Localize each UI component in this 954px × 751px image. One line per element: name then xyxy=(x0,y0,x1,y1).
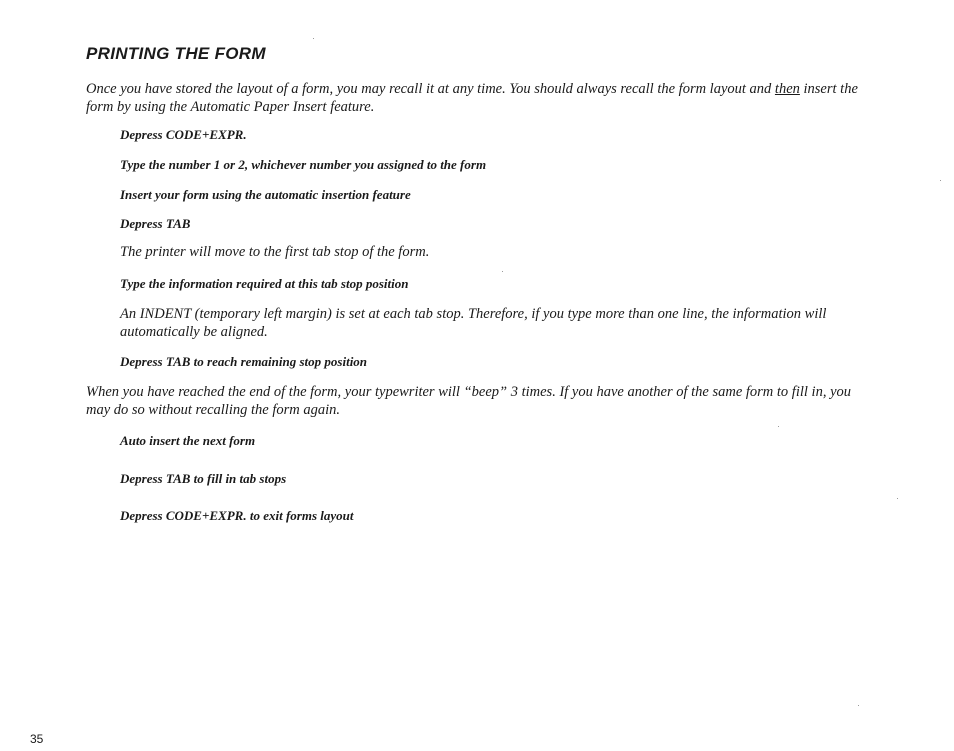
step-depress-tab-fill: Depress TAB to fill in tab stops xyxy=(120,471,287,486)
intro-underlined-word: then xyxy=(774,81,800,97)
step-depress-code-expr: Depress CODE+EXPR. xyxy=(120,127,247,142)
scan-speck xyxy=(940,180,941,181)
end-of-form-paragraph: When you have reached the end of the form, your typewriter will “beep” 3 times. If you have another of the same form to fill in, you may do so without recalling the form again. xyxy=(86,384,852,418)
scan-speck xyxy=(502,271,503,272)
scan-speck xyxy=(858,705,859,706)
scan-speck xyxy=(778,426,779,427)
step-auto-insert-next: Auto insert the next form xyxy=(120,433,256,448)
note-printer-move: The printer will move to the first tab stop of the form. xyxy=(120,244,430,260)
step-exit-forms-layout: Depress CODE+EXPR. to exit forms layout xyxy=(120,508,354,523)
step-insert-form: Insert your form using the automatic insertion feature xyxy=(120,187,411,202)
step-depress-tab-remaining: Depress TAB to reach remaining stop position xyxy=(120,354,368,369)
intro-text-end: insert the form by using the Automatic Paper Insert feature. xyxy=(86,81,858,115)
scan-speck xyxy=(313,38,314,39)
section-heading: PRINTING THE FORM xyxy=(86,44,266,63)
intro-text-start: Once you have stored the layout of a form, you may recall it at any time. You should always recall the form layout and xyxy=(86,81,775,97)
note-indent: An INDENT (temporary left margin) is set at each tab stop. Therefore, if you type more than one line, the information will automatically be aligned. xyxy=(120,306,827,340)
step-depress-tab: Depress TAB xyxy=(120,216,191,231)
intro-paragraph xyxy=(86,80,870,116)
scan-speck xyxy=(897,498,898,499)
page-number: 35 xyxy=(30,732,44,746)
step-type-number: Type the number 1 or 2, whichever number you assigned to the form xyxy=(120,157,487,172)
step-type-information: Type the information required at this tab stop position xyxy=(120,276,409,291)
